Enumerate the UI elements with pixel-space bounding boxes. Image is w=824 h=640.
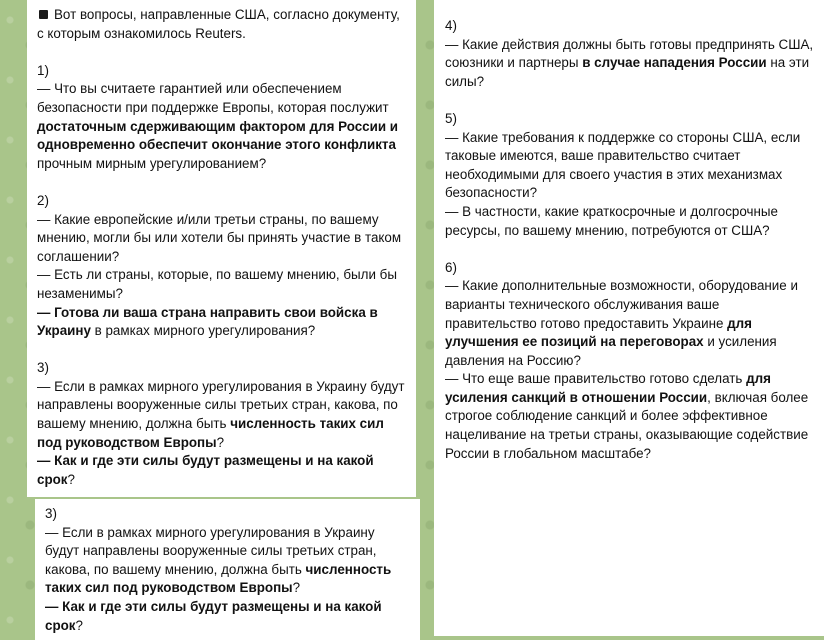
q2-line1: — Какие европейские и/или третьи страны, по вашему мнению, могли бы или хотели бы принять участие в таком соглашении? xyxy=(37,211,402,264)
intro-text: Вот вопросы, направленные США, согласно документу, с которым ознакомилось Reuters. xyxy=(37,7,400,41)
q5-line1: — Какие требования к поддержке со стороны США, если таковые имеются, ваше правительство считает необходимыми для своего участия в этих механизмах безопасности? xyxy=(445,129,801,201)
q6-text: — Какие дополнительные возможности, оборудование и варианты технического обслуживания ваше правительство готово предоставить Украине для улучшения ее позиций на переговорах и усиления давления на Россию? xyxy=(445,278,798,368)
black-square-icon xyxy=(39,10,48,19)
q3-text: — Если в рамках мирного урегулирования в Украину будут направлены вооруженные силы третьих стран, какова, по вашему мнению, должна быть численность таких сил под руководством Европы? xyxy=(37,378,405,450)
q1-text: — Что вы считаете гарантией или обеспечением безопасности при поддержке Европы, которая послужит достаточным сдерживающим фактором для России и одновременно обеспечит окончание этого конфликта прочным мирным урегулированием? xyxy=(37,81,399,171)
q4-text: — Какие действия должны быть готовы предпринять США, союзники и партнеры в случае нападения России на эти силы? xyxy=(445,36,814,89)
q3-text-repeat: — Если в рамках мирного урегулирования в Украину будут направлены вооруженные силы третьих стран, какова, по вашему мнению, должна быть численность таких сил под руководством Европы? xyxy=(45,524,392,596)
q2-line2: — Есть ли страны, которые, по вашему мнению, были бы незаменимы? xyxy=(37,267,397,301)
q4-number: 4) xyxy=(445,18,457,33)
q5-line2: — В частности, какие краткосрочные и долгосрочные ресурсы, по вашему мнению, потребуются от США? xyxy=(445,203,778,238)
q5-number: 5) xyxy=(445,110,457,126)
message-bubble-1 xyxy=(27,0,416,497)
q3-number-repeat: 3) xyxy=(45,506,57,521)
message-bubble-2 xyxy=(35,497,420,640)
q3-number: 3) xyxy=(37,360,49,376)
q6-text-2: — Что еще ваше правительство готово сделать для усиления санкций в отношении России, включая более строгое соблюдение санкций и более эффективное нацеливание на третьи страны, оказывающие содействие России в глобальном масштабе? xyxy=(445,371,809,461)
q2-line3: — Готова ли ваша страна направить свои войска в Украину в рамках мирного урегулирования? xyxy=(37,304,378,339)
q6-number: 6) xyxy=(445,259,457,275)
q3-question: — Как и где эти силы будут размещены и на какой срок? xyxy=(37,453,374,487)
q1-number: 1) xyxy=(37,62,49,78)
message-bubble-3 xyxy=(434,0,824,636)
q2-number: 2) xyxy=(37,192,49,208)
q3-question-repeat: — Как и где эти силы будут размещены и на какой срок? xyxy=(45,598,382,633)
